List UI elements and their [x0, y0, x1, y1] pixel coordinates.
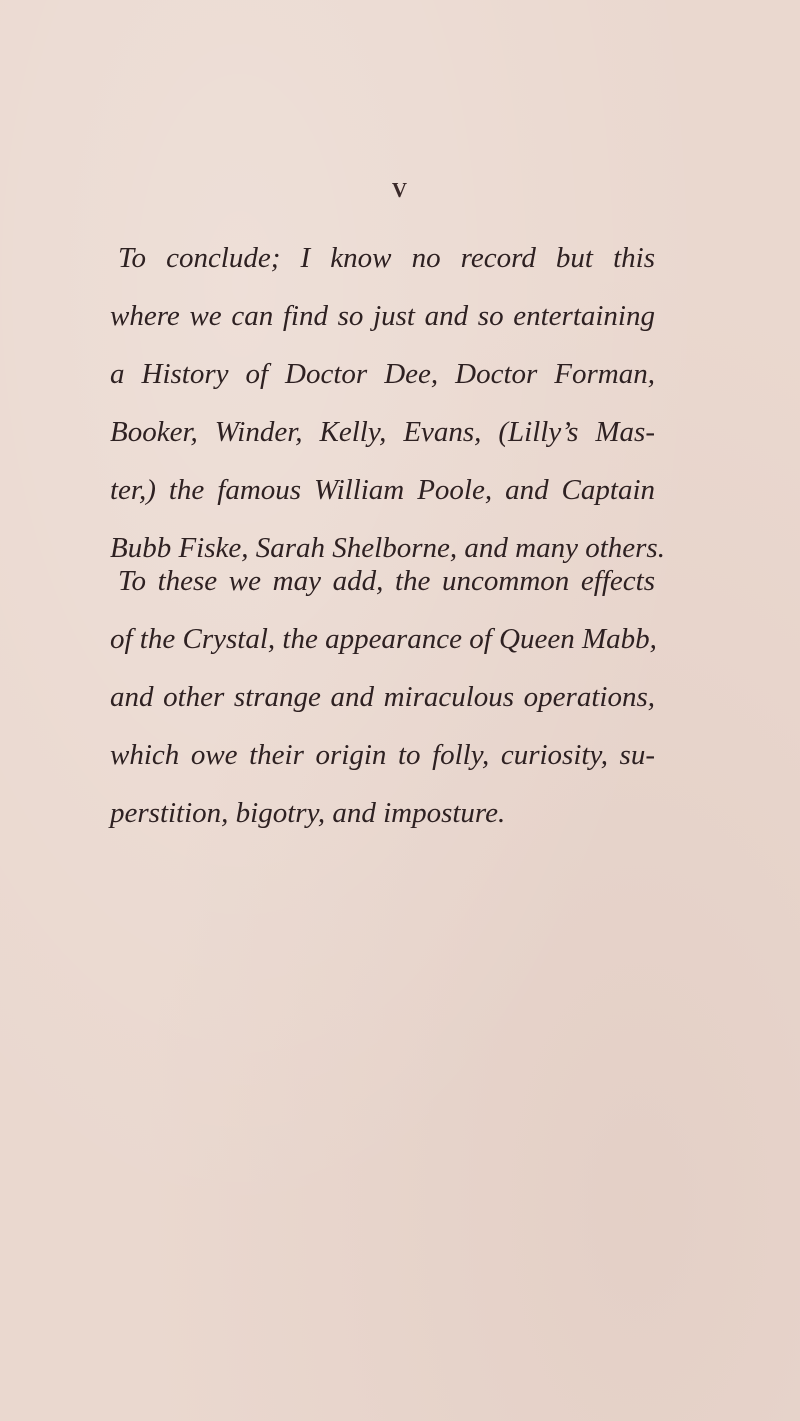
- text-line: a History of Doctor Dee, Doctor Forman,: [110, 358, 655, 390]
- text-line: where we can find so just and so entertaining: [110, 300, 655, 332]
- signature-mark: V: [391, 178, 409, 202]
- text-line: and other strange and miraculous operations,: [110, 681, 655, 713]
- text-line: perstition, bigotry, and imposture.: [110, 797, 506, 829]
- text-line: of the Crystal, the appearance of Queen Mabb,: [110, 623, 657, 655]
- text-line: ter,) the famous William Poole, and Captain: [110, 474, 655, 506]
- text-line: Booker, Winder, Kelly, Evans, (Lilly’s Mas-: [110, 416, 655, 448]
- text-line: To conclude; I know no record but this: [118, 242, 655, 274]
- text-line: To these we may add, the uncommon effects: [118, 565, 655, 597]
- text-line: Bubb Fiske, Sarah Shelborne, and many others.: [110, 532, 665, 564]
- paragraph-1: [110, 229, 665, 577]
- paragraph-2: [110, 552, 655, 842]
- text-line: which owe their origin to folly, curiosity, su-: [110, 739, 655, 771]
